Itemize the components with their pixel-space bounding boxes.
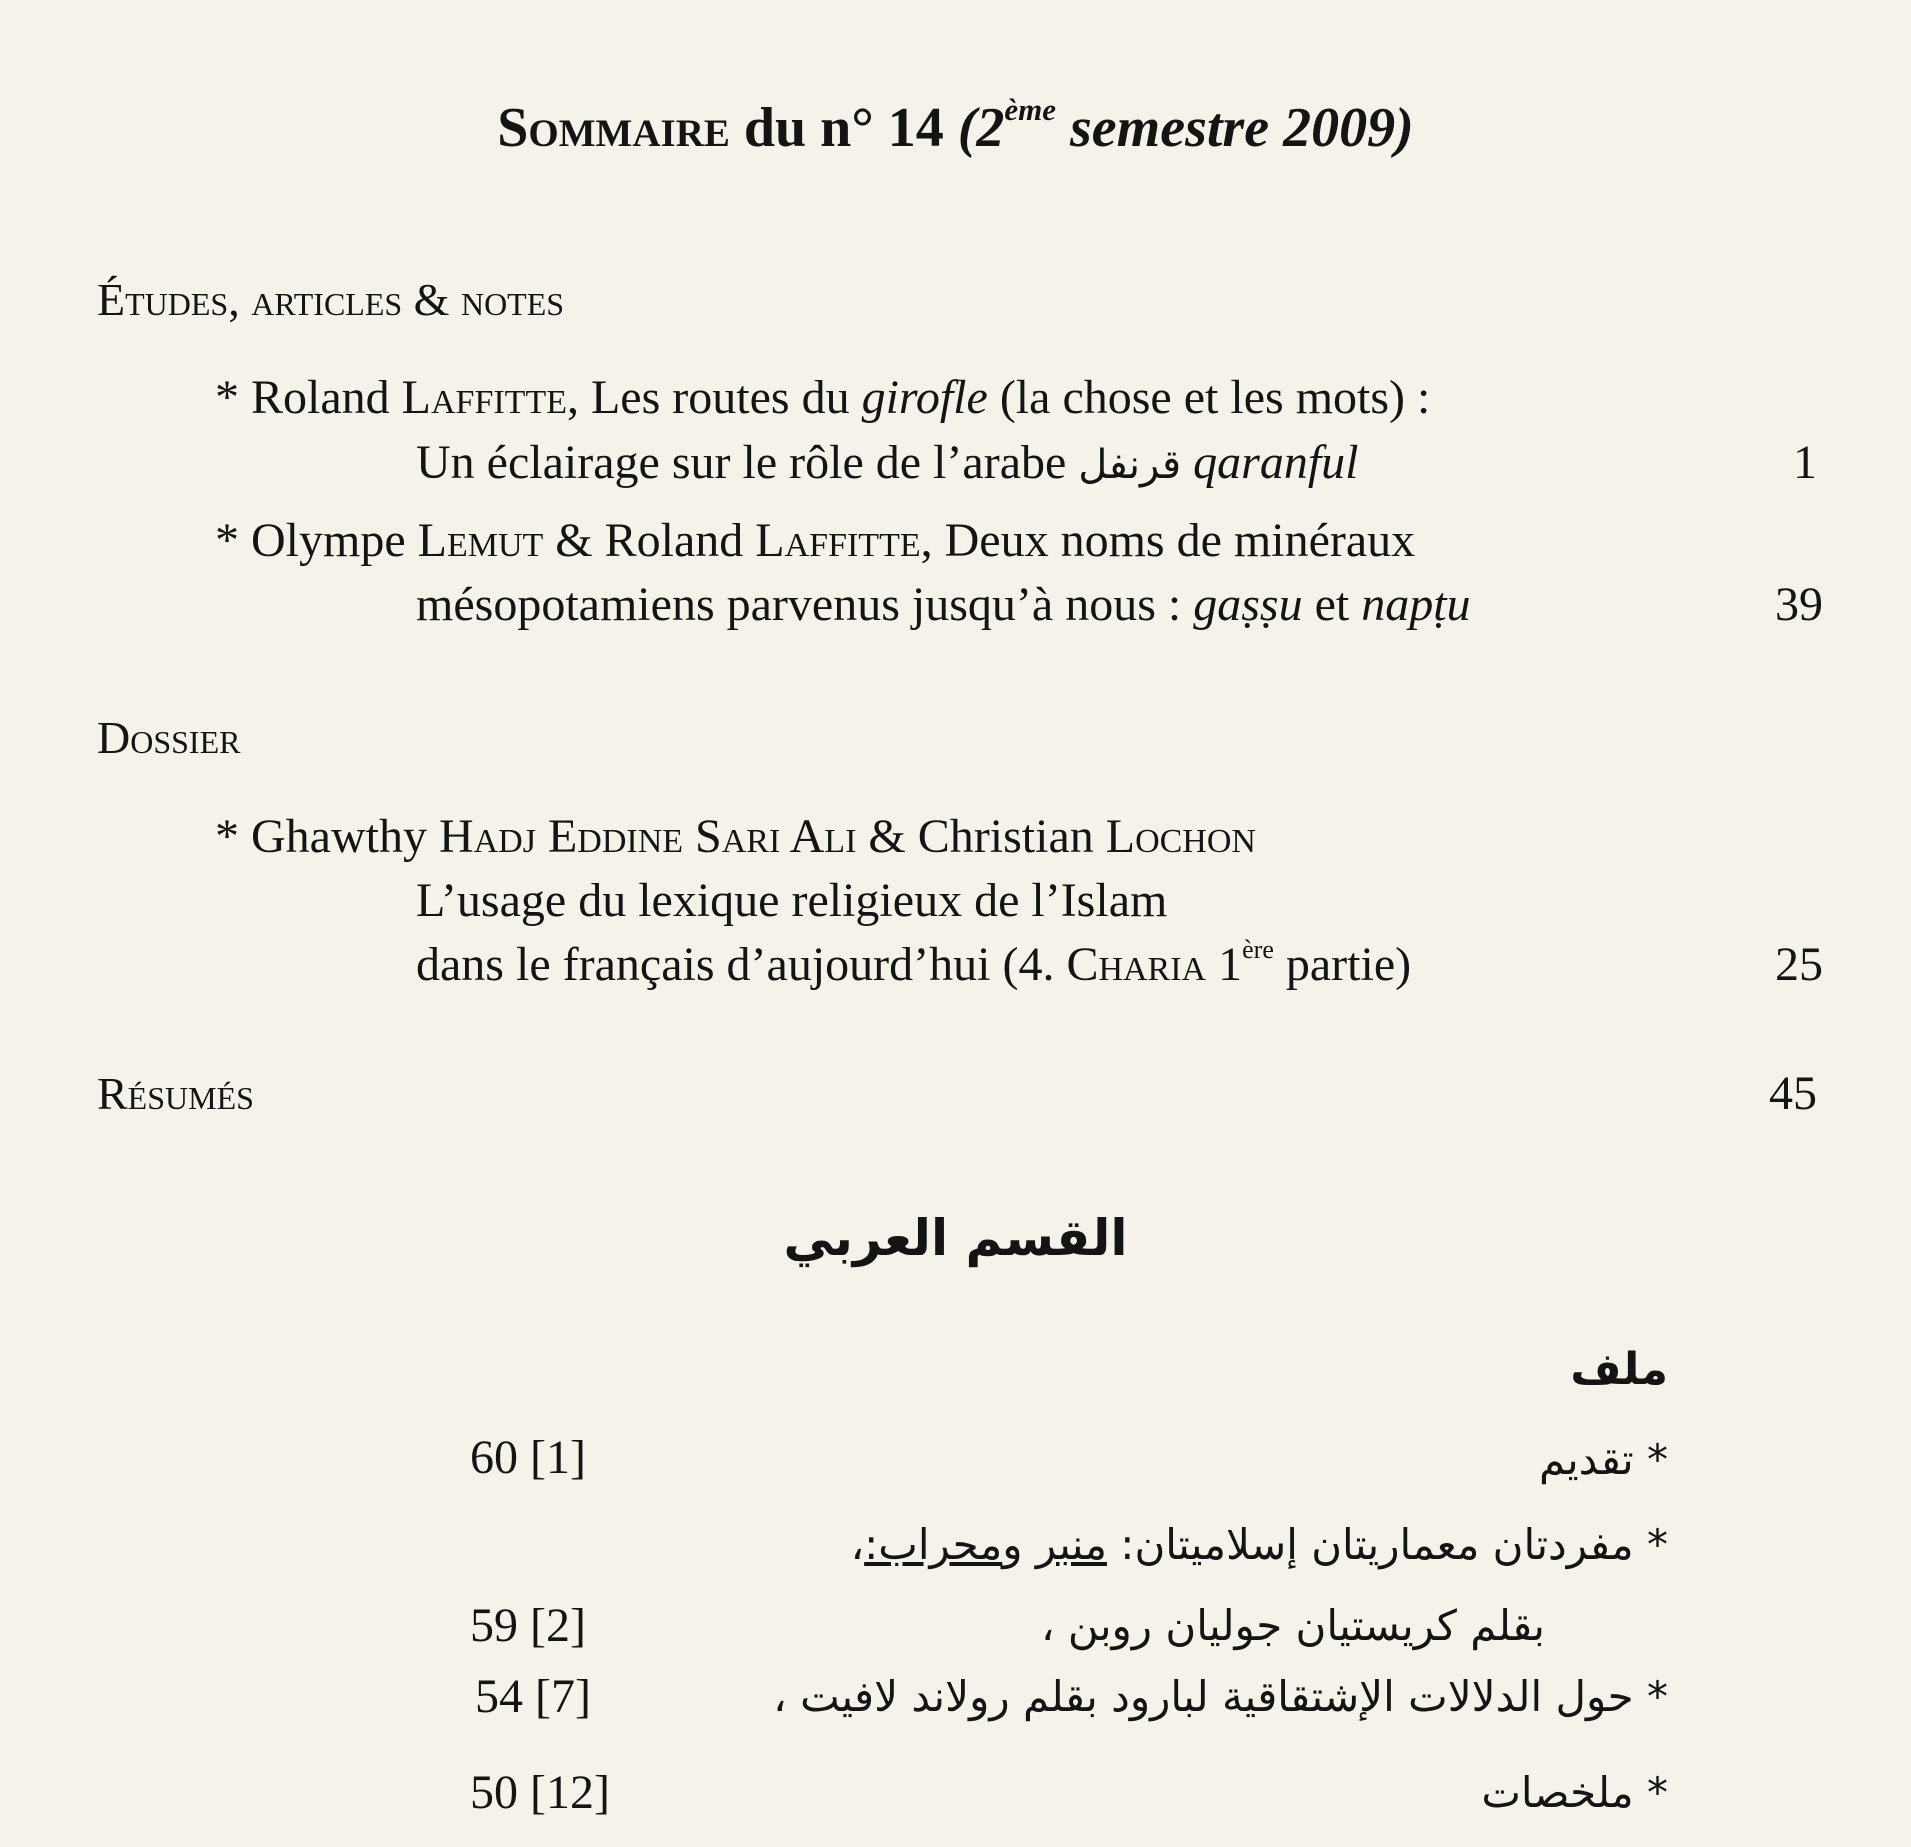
entry-2-subtitle: mésopotamiens parvenus jusqu’à nous : <box>416 578 1194 631</box>
arabic-item-1: * تقديم <box>1539 1435 1668 1484</box>
entry-1-line-1 <box>215 366 1430 430</box>
arabic-item-2-minbar: منبر <box>1035 1520 1107 1569</box>
entry-3-author-1-last: Hadj Eddine Sari Ali <box>438 810 857 863</box>
entry-2-author-1-first: Olympe <box>251 514 418 567</box>
entry-1-subtitle: Un éclairage sur le rôle de l’arabe <box>416 436 1079 489</box>
entry-1-arabic-word: قرنفل <box>1078 442 1182 488</box>
entry-1-title-b: (la chose et les mots) : <box>987 371 1431 424</box>
title-issue-open <box>957 92 1414 159</box>
arabic-item-3-ref: 54 [7] <box>475 1670 591 1723</box>
arabic-section-title: القسم العربي <box>783 1209 1128 1267</box>
entry-3-author-2-last: Lochon <box>1105 810 1256 863</box>
resumes-page-number: 45 <box>1769 1067 1817 1120</box>
arabic-dossier-heading: ملف <box>1570 1344 1668 1395</box>
entry-2-line-2 <box>416 573 1471 637</box>
entry-bullet: * <box>215 371 251 424</box>
entry-3-line-3-c: partie) <box>1273 938 1412 991</box>
entry-1-title-a: , Les routes du <box>566 371 862 424</box>
entry-2-ampersand: & <box>543 514 605 567</box>
entry-3-line-1 <box>215 805 1256 869</box>
arabic-item-2-line-2: بقلم كريستيان جوليان روبن ، <box>1040 1601 1545 1650</box>
entry-3-part-number: 1 <box>1206 938 1243 991</box>
entry-3-charia: Charia <box>1066 938 1207 991</box>
arabic-item-2-mihrab: محراب: <box>864 1520 1003 1569</box>
section-dossier: Dossier <box>97 712 241 763</box>
entry-2-line-1 <box>215 509 1415 573</box>
arabic-item-4: * ملخصات <box>1481 1768 1668 1817</box>
entry-1-line-2 <box>416 431 1359 497</box>
entry-2-italic-gassu: gaṣṣu <box>1193 578 1303 631</box>
entry-3-author-1-first: Ghawthy <box>251 810 439 863</box>
entry-1-author-last: Laffitte <box>401 371 567 424</box>
entry-1-space <box>1181 436 1193 489</box>
entry-2-page-number: 39 <box>1775 578 1823 631</box>
section-resumes: Résumés <box>97 1068 254 1119</box>
entry-2-author-2-first: Roland <box>604 514 756 567</box>
page-title <box>0 88 1911 168</box>
entry-3-part-sup: ère <box>1242 935 1274 964</box>
arabic-item-1-ref: 60 [1] <box>470 1431 586 1484</box>
entry-bullet: * <box>215 810 251 863</box>
entry-1-page-number: 1 <box>1793 436 1817 489</box>
entry-3-author-2-first: Christian <box>917 810 1106 863</box>
entry-3-ampersand: & <box>856 810 918 863</box>
section-etudes: Études, articles & notes <box>97 274 565 325</box>
title-prefix: Sommaire <box>497 97 730 159</box>
arabic-item-2-ref: 59 [2] <box>470 1599 586 1652</box>
arabic-item-2-line-1 <box>851 1515 1668 1575</box>
entry-1-author-first: Roland <box>251 371 402 424</box>
title-issue-semester: semestre 2009) <box>1056 97 1414 159</box>
arabic-item-2-comma: ، <box>850 1520 865 1569</box>
entry-2-title-a: , Deux noms de minéraux <box>920 514 1416 567</box>
entry-2-et: et <box>1302 578 1362 631</box>
entry-3-line-3 <box>416 933 1411 997</box>
arabic-item-2-text: * مفردتان معماريتان إسلاميتان: <box>1106 1520 1668 1569</box>
arabic-item-4-ref: 50 [12] <box>470 1766 610 1819</box>
title-middle: du n° 14 <box>729 97 958 159</box>
title-issue-sup: ème <box>1004 92 1057 127</box>
arabic-item-3: * حول الدلالات الإشتقاقية لبارود بقلم رولاند لافيت ، <box>773 1672 1668 1721</box>
entry-3-page-number: 25 <box>1775 938 1823 991</box>
entry-2-italic-naptu: napṭu <box>1361 578 1471 631</box>
title-issue-number: (2 <box>957 97 1005 159</box>
entry-bullet: * <box>215 514 251 567</box>
entry-2-author-2-last: Laffitte <box>755 514 921 567</box>
entry-3-line-3-a: dans le français d’aujourd’hui (4. <box>416 938 1067 991</box>
entry-1-italic-qaranful: qaranful <box>1193 436 1359 489</box>
entry-1-italic-girofle: girofle <box>861 371 988 424</box>
entry-3-line-2: L’usage du lexique religieux de l’Islam <box>416 874 1168 927</box>
entry-2-author-1-last: Lemut <box>417 514 544 567</box>
arabic-item-2-and: و <box>1002 1520 1036 1569</box>
